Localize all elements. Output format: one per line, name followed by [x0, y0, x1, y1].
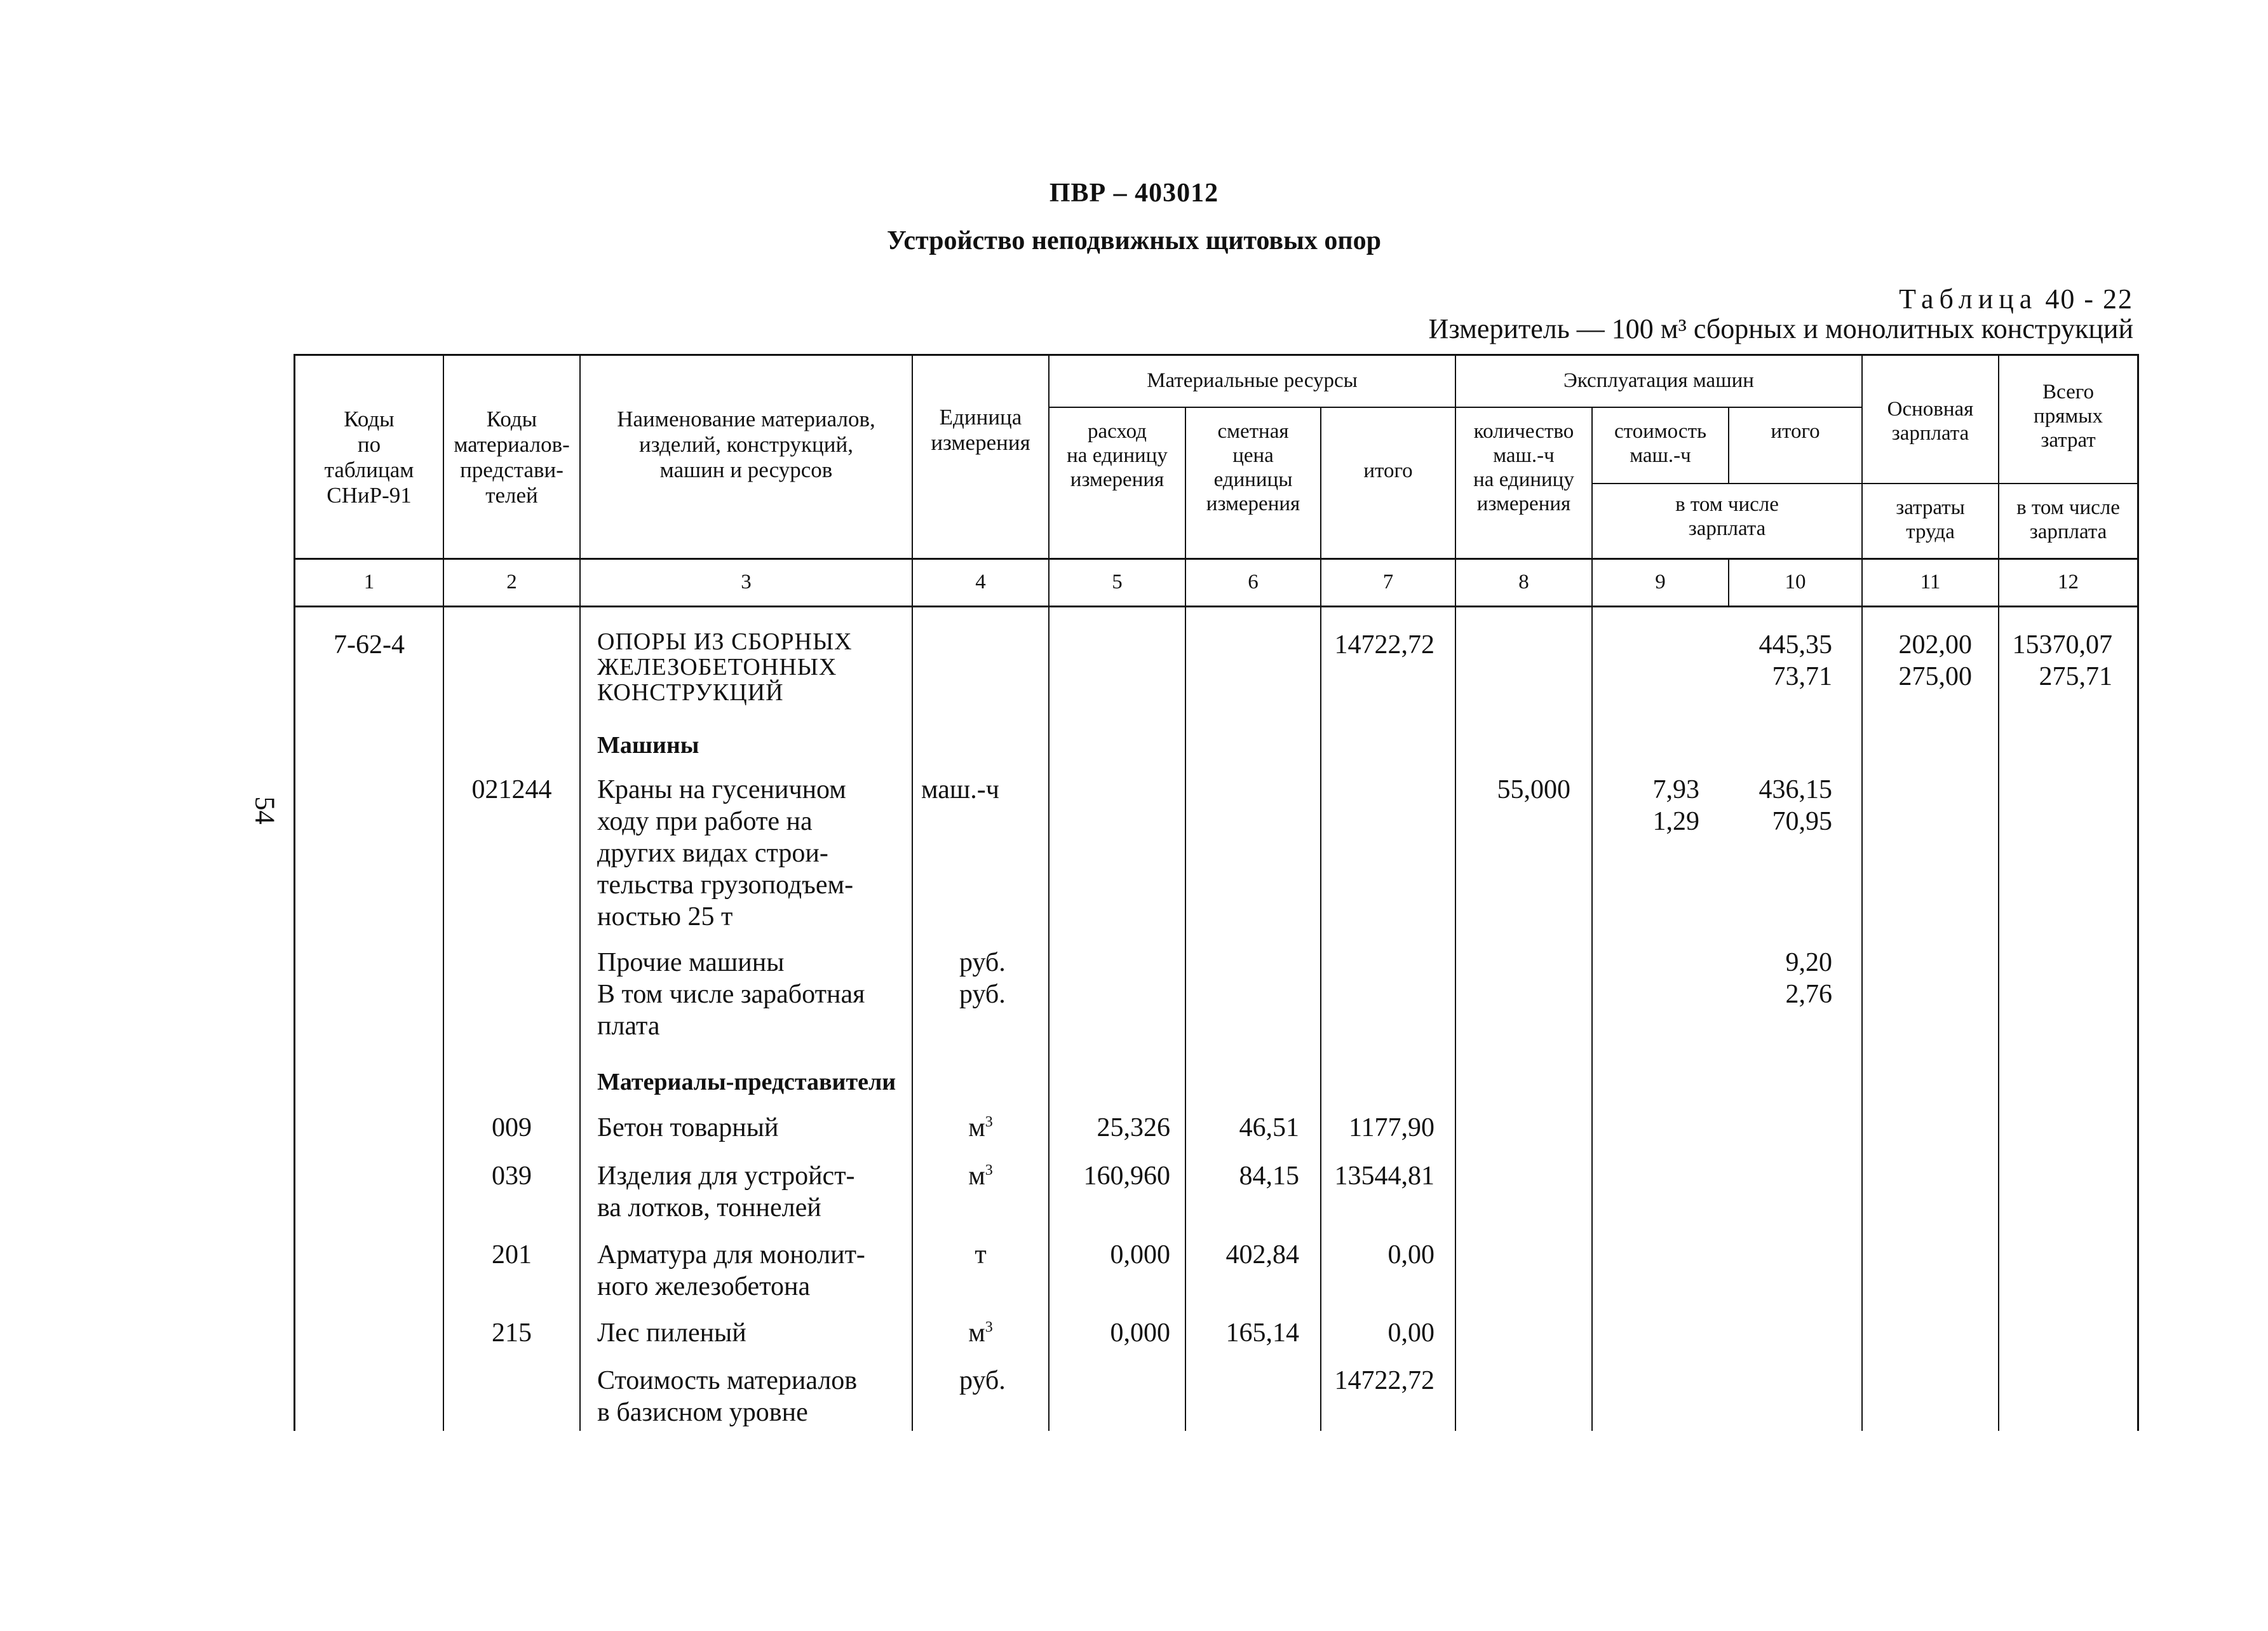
material-unit	[913, 1317, 1048, 1349]
unit-exponent: 3	[985, 1114, 993, 1130]
header-machine-operation: Эксплуатация машин	[1563, 369, 1754, 392]
unit-text: м	[968, 1113, 985, 1142]
page-number: 54	[249, 796, 281, 825]
material-code: 009	[492, 1113, 532, 1142]
material-unit	[913, 1160, 1048, 1192]
crane-machine-hours: 55,000	[1497, 775, 1570, 804]
column-number: 8	[1518, 571, 1529, 593]
header-including-wages-total: в том числе зарплата	[2016, 496, 2120, 543]
material-code: 039	[492, 1161, 532, 1191]
column-number: 1	[363, 571, 375, 593]
material-total: 1177,90	[1349, 1113, 1434, 1142]
table-label	[1899, 283, 2133, 315]
unit-text: м	[968, 1161, 985, 1191]
other-machines-total: 9,20 2,76	[1785, 948, 1832, 1009]
column-number: 4	[975, 571, 986, 593]
other-machines-name: Прочие машины В том числе заработная плата	[597, 948, 865, 1041]
header-material-codes: Коды материалов- представи- телей	[454, 407, 570, 508]
header-including-wages: в том числе зарплата	[1675, 493, 1779, 540]
unit-exponent: 3	[985, 1162, 993, 1179]
header-material-resources: Материальные ресурсы	[1147, 369, 1358, 392]
material-consumption: 160,960	[1083, 1161, 1170, 1191]
materials-cost-unit: руб.	[959, 1366, 1006, 1395]
crane-machine-total: 436,15 70,95	[1758, 775, 1832, 836]
material-code: 201	[492, 1240, 532, 1269]
material-unit	[913, 1112, 1048, 1144]
material-total: 0,00	[1387, 1318, 1434, 1348]
header-machine-hour-cost: стоимость маш.-ч	[1614, 420, 1707, 467]
section-machines: Машины	[597, 732, 699, 759]
main-base-wages: 202,00 275,00	[1898, 630, 1972, 691]
other-machines-unit: руб. руб.	[959, 948, 1006, 1009]
main-material-total: 14722,72	[1334, 630, 1434, 660]
crane-name: Краны на гусеничном ходу при работе на других видах строи- тельства грузоподъем- ностью 25 т	[597, 775, 854, 931]
material-consumption: 0,000	[1110, 1318, 1170, 1348]
column-number: 6	[1248, 571, 1259, 593]
header-labor-costs: затраты труда	[1896, 496, 1965, 543]
column-number: 3	[741, 571, 752, 593]
meter-caption: Измеритель — 100 м³ сборных и монолитных конструкций	[1428, 313, 2133, 344]
material-unit-price: 46,51	[1239, 1113, 1299, 1142]
header-consumption: расход на единицу измерения	[1067, 420, 1168, 491]
material-consumption: 25,326	[1097, 1113, 1170, 1142]
header-machine-total: итого	[1771, 420, 1820, 443]
document-title: Устройство неподвижных щитовых опор	[887, 226, 1381, 255]
section-materials: Материалы-представители	[597, 1069, 896, 1095]
unit-exponent: 3	[985, 1319, 993, 1336]
main-total-direct: 15370,07 275,71	[2012, 630, 2112, 691]
material-name: Изделия для устройст- ва лотков, тоннелей	[597, 1161, 855, 1222]
material-unit-price: 165,14	[1225, 1318, 1299, 1348]
material-unit-price: 84,15	[1239, 1161, 1299, 1191]
material-unit	[913, 1239, 1048, 1271]
header-unit: Единица измерения	[931, 405, 1030, 455]
header-total-direct-costs: Всего прямых затрат	[2034, 381, 2103, 452]
material-total: 13544,81	[1334, 1161, 1434, 1191]
column-number: 12	[2058, 571, 2079, 593]
column-number: 2	[506, 571, 517, 593]
main-item-name: ОПОРЫ ИЗ СБОРНЫХ ЖЕЛЕЗОБЕТОННЫХ КОНСТРУКЦИЙ	[597, 628, 853, 706]
main-machine-total: 445,35 73,71	[1758, 630, 1832, 691]
column-number: 11	[1920, 571, 1941, 593]
table-label-word: Таблица	[1899, 283, 2038, 315]
crane-hour-cost: 7,93 1,29	[1652, 775, 1699, 836]
table-number: 40 - 22	[2045, 283, 2133, 315]
material-name: Лес пиленый	[597, 1318, 746, 1348]
column-number: 10	[1785, 571, 1806, 593]
material-total: 0,00	[1387, 1240, 1434, 1269]
crane-unit: маш.-ч	[921, 775, 999, 804]
crane-code: 021244	[471, 775, 552, 804]
material-name: Арматура для монолит- ного железобетона	[597, 1240, 865, 1301]
column-number: 7	[1382, 571, 1394, 593]
unit-text: м	[968, 1318, 985, 1348]
material-consumption: 0,000	[1110, 1240, 1170, 1269]
document-code: ПВР – 403012	[1049, 179, 1219, 208]
material-name: Бетон товарный	[597, 1113, 779, 1142]
header-codes-snir: Коды по таблицам СНиР-91	[324, 407, 414, 508]
material-code: 215	[492, 1318, 532, 1348]
header-name: Наименование материалов, изделий, конструкций, машин и ресурсов	[617, 407, 875, 482]
header-base-wages: Основная зарплата	[1887, 398, 1974, 445]
column-number: 5	[1112, 571, 1123, 593]
materials-cost-name: Стоимость материалов в базисном уровне	[597, 1366, 858, 1427]
materials-cost-total: 14722,72	[1334, 1366, 1434, 1395]
header-material-total: итого	[1363, 459, 1413, 482]
snir-code: 7-62-4	[334, 630, 405, 660]
header-machine-hours: количество маш.-ч на единицу измерения	[1473, 420, 1574, 515]
unit-text: т	[975, 1240, 987, 1269]
column-number: 9	[1655, 571, 1666, 593]
header-unit-price: сметная цена единицы измерения	[1206, 420, 1300, 515]
material-unit-price: 402,84	[1225, 1240, 1299, 1269]
